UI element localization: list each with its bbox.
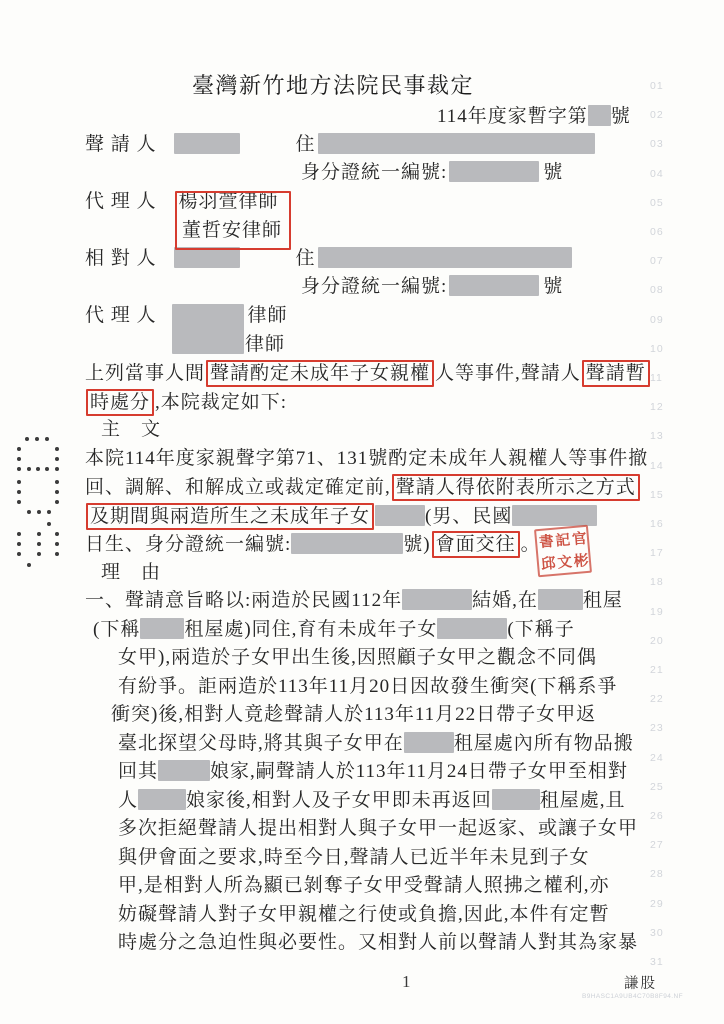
text-run: 日生、身分證統一編號: xyxy=(85,534,292,555)
text-run: 與伊會面之要求,時至今日,聲請人已近半年未見到子女 xyxy=(118,847,590,868)
text-run: 衝突)後,相對人竟趁聲請人於113年11月22日帶子女甲返 xyxy=(111,704,597,725)
text-run: 租屋處,且 xyxy=(539,790,626,811)
text-run: 臺北探望父母時,將其與子女甲在 xyxy=(118,733,404,754)
line-number: 09 xyxy=(650,313,664,326)
line-number: 11 xyxy=(650,372,663,384)
stamp-title: 書記官 xyxy=(538,530,590,552)
text-run: 楊羽萱律師 xyxy=(178,191,279,212)
line-number: 15 xyxy=(650,488,664,501)
line-number: 05 xyxy=(650,196,664,209)
line-number: 29 xyxy=(650,897,664,910)
red-annotation-box: 時處分 xyxy=(86,389,154,416)
text-run: 聲 請 人 xyxy=(85,134,157,155)
text-run: 號) xyxy=(403,534,431,555)
line-number: 04 xyxy=(650,167,664,180)
text-run: (下稱 xyxy=(93,619,141,640)
text-run: 相 對 人 xyxy=(85,248,157,269)
text-run: 娘家後,相對人及子女甲即未再返回 xyxy=(186,790,492,811)
text-run: 結婚,在 xyxy=(472,590,538,611)
line-number: 20 xyxy=(650,634,664,647)
line-number: 21 xyxy=(650,664,664,676)
text-run: 律師 xyxy=(247,305,288,326)
text-run: 號 xyxy=(543,162,564,183)
text-run: 。 xyxy=(520,534,541,555)
text-run: 有紛爭。詎兩造於113年11月20日因故發生衝突(下稱系爭 xyxy=(118,676,618,697)
line-number: 22 xyxy=(650,693,664,706)
line-number: 06 xyxy=(650,226,664,238)
text-run: 董哲安律師 xyxy=(182,220,283,241)
text-run: 理 由 xyxy=(101,562,162,583)
text-run: 租屋處內所有物品搬 xyxy=(453,733,634,754)
text-run: 人等事件,聲請人 xyxy=(435,363,581,384)
line-number: 02 xyxy=(650,109,664,122)
clerk-seal-stamp xyxy=(534,525,592,578)
line-number: 13 xyxy=(650,430,664,443)
line-number: 07 xyxy=(650,255,664,268)
line-number: 03 xyxy=(650,138,664,151)
stamp-name: 邱文彬 xyxy=(540,552,592,573)
line-number: 28 xyxy=(650,868,664,881)
red-annotation-box: 會面交往 xyxy=(432,531,520,558)
line-number: 26 xyxy=(650,810,664,822)
text-run: 回其 xyxy=(118,761,159,782)
text-run: 甲,是相對人所為顯已剝奪子女甲受聲請人照拂之權利,亦 xyxy=(118,875,610,896)
division-label: 謙股 xyxy=(624,976,657,992)
text-run: 代 理 人 xyxy=(85,191,157,212)
text-run: 人 xyxy=(118,790,139,811)
text-run: 114年度家暫字第 xyxy=(437,106,588,127)
line-number: 19 xyxy=(650,605,664,618)
watermark-code: B9HASC1A9UB4C70B8F94.NF xyxy=(582,993,683,1000)
line-number: 27 xyxy=(650,839,664,852)
text-run: (下稱子 xyxy=(507,619,575,640)
line-number: 24 xyxy=(650,751,664,764)
text-run: 回、調解、和解成立或裁定確定前, xyxy=(85,477,391,498)
text-run: 妨礙聲請人對子女甲親權之行使或負擔,因此,本件有定暫 xyxy=(118,904,610,925)
line-number: 31 xyxy=(650,956,664,968)
line-number: 12 xyxy=(650,401,664,414)
text-run: 多次拒絕聲請人提出相對人與子女甲一起返家、或讓子女甲 xyxy=(118,818,639,839)
line-number: 18 xyxy=(650,576,664,589)
red-annotation-box: 聲請人得依附表所示之方式 xyxy=(392,474,640,501)
red-annotation-box: 及期間與兩造所生之未成年子女 xyxy=(86,503,374,530)
page-number: 1 xyxy=(402,972,411,991)
line-number: 10 xyxy=(650,342,664,355)
text-run: ,本院裁定如下: xyxy=(155,392,288,413)
text-run: 代 理 人 xyxy=(85,305,157,326)
text-run: 身分證統一編號: xyxy=(301,162,448,183)
text-run: 身分證統一編號: xyxy=(301,276,448,297)
text-run: 律師 xyxy=(245,334,286,355)
line-number: 14 xyxy=(650,459,664,472)
text-run: (男、民國 xyxy=(425,506,513,527)
red-annotation-box-attorneys xyxy=(175,191,291,250)
red-annotation-box: 聲請暫 xyxy=(582,360,650,387)
red-annotation-box: 聲請酌定未成年子女親權 xyxy=(206,360,434,387)
text-run: 號 xyxy=(610,106,631,127)
text-run: 時處分之急迫性與必要性。又相對人前以聲請人對其為家暴 xyxy=(118,932,639,953)
text-run: 上列當事人間 xyxy=(85,363,206,384)
text-run: 號 xyxy=(543,276,564,297)
line-number: 01 xyxy=(650,80,664,92)
line-number: 25 xyxy=(650,780,664,793)
text-run: 臺灣新竹地方法院民事裁定 xyxy=(192,73,475,98)
text-run: 本院114年度家親聲字第71、131號酌定未成年人親權人等事件撤 xyxy=(85,448,649,469)
text-run: 租屋處)同住,育有未成年子女 xyxy=(184,619,438,640)
text-run: 住 xyxy=(295,134,316,155)
line-number: 08 xyxy=(650,284,664,297)
line-number: 23 xyxy=(650,722,664,735)
line-number: 16 xyxy=(650,518,664,530)
text-run: 租屋 xyxy=(582,590,623,611)
text-run: 女甲),兩造於子女甲出生後,因照顧子女甲之觀念不同偶 xyxy=(118,647,597,668)
text-run: 主 文 xyxy=(101,419,162,440)
text-run: 一、聲請意旨略以:兩造於民國112年 xyxy=(85,590,403,611)
text-run: 住 xyxy=(295,248,316,269)
line-number: 30 xyxy=(650,926,664,939)
text-run: 娘家,嗣聲請人於113年11月24日帶子女甲至相對 xyxy=(210,761,628,782)
line-number: 17 xyxy=(650,547,664,560)
